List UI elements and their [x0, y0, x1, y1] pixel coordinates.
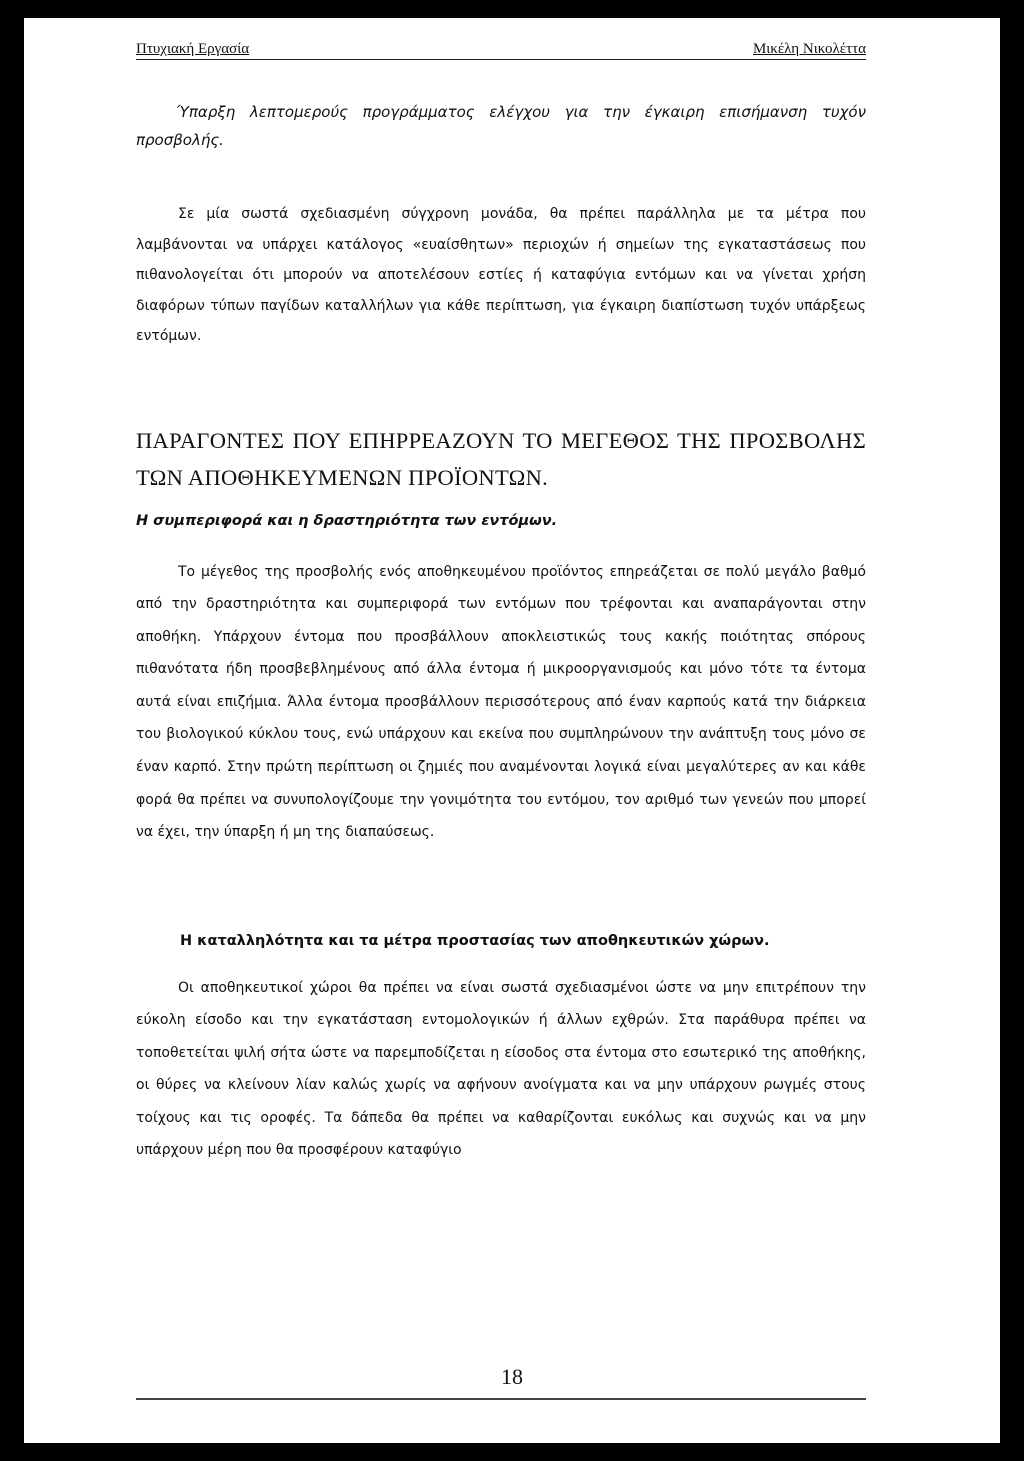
page-header [136, 41, 866, 60]
section-heading: ΠΑΡΑΓΟΝΤΕΣ ΠΟΥ ΕΠΗΡΡΕΑΖΟΥΝ ΤΟ ΜΕΓΕΘΟΣ ΤΗΣ ΠΡΟΣΒΟΛΗΣ ΤΩΝ ΑΠΟΘΗΚΕΥΜΕΝΩΝ ΠΡΟΪΟΝΤΩΝ. [136, 427, 866, 490]
header-author: Μικέλη Νικολέττα [752, 41, 866, 57]
paragraph-3: Οι αποθηκευτικοί χώροι θα πρέπει να είναι σωστά σχεδιασμένοι ώστε να μην επιτρέπουν την εύκολη είσοδο και την εγκατάσταση εντομολογικών ή άλλων εχθρών. Στα παράθυρα πρέπει να τοποθετείται ψιλή σήτα ώστε να παρεμποδίζεται η είσοδος στα έντομα στο εσωτερικό της αποθήκης, οι θύρες να κλείνουν λίαν καλώς χωρίς να αφήνουν ανοίγματα και να μην υπάρχουν ρωγμές στους τοίχους και τις οροφές. Τα δάπεδα θα πρέπει να καθαρίζονται ευκόλως και συχνώς και να μην υπάρχουν μέρη που θα προσφέρουν καταφύγιο [136, 979, 866, 1159]
paragraph-2: Το μέγεθος της προσβολής ενός αποθηκευμένου προϊόντος επηρεάζεται σε πολύ μεγάλο βαθμό από την δραστηριότητα και συμπεριφορά των εντόμων που τρέφονται και αναπαράγονται στην αποθήκη. Υπάρχουν έντομα που προσβάλλουν αποκλειστικώς τους κακής ποιότητας σπόρους πιθανότατα ήδη προσβεβλημένους από άλλα έντομα ή μικροοργανισμούς και μόνο τότε τα έντομα αυτά είναι επιζήμια. Άλλα έντομα προσβάλλουν περισσότερους από έναν καρπούς κατά την διάρκεια του βιολογικού κύκλου τους, ενώ υπάρχουν και εκείνα που συμπληρώνουν την ανάπτυξη τους μόνο σε έναν καρπό. Στην πρώτη περίπτωση οι ζημιές που αναμένονται λογικά είναι μεγαλύτερες αν και κάθε φορά θα πρέπει να συνυπολογίζουμε την γονιμότητα του εντόμου, τον αριθμό των γενεών που μπορεί να έχει, την ύπαρξη ή μη της διαπαύσεως. [136, 563, 866, 841]
paragraph-1: Σε μία σωστά σχεδιασμένη σύγχρονη μονάδα, θα πρέπει παράλληλα με τα μέτρα που λαμβάνονται να υπάρχει κατάλογος «ευαίσθητων» περιοχών ή σημείων της εγκαταστάσεως που πιθανολογείται ότι μπορούν να αποτελέσουν εστίες ή καταφύγια εντόμων και να γίνεται χρήση διαφόρων τύπων παγίδων καταλλήλων για κάθε περίπτωση, για έγκαιρη διαπίστωση τυχόν υπάρξεως εντόμων. [136, 206, 866, 344]
subheading-insect-behavior: Η συμπεριφορά και η δραστηριότητα των εντόμων. [136, 512, 558, 529]
footer-divider [136, 1398, 866, 1400]
header-left-title: Πτυχιακή Εργασία [136, 41, 250, 57]
document-page [24, 18, 1000, 1443]
page-number: 18 [501, 1364, 523, 1389]
document-body [136, 98, 866, 1167]
subheading-storage-suitability: Η καταλληλότητα και τα μέτρα προστασίας των αποθηκευτικών χώρων. [180, 932, 770, 949]
intro-subheading: Ύπαρξη λεπτομερούς προγράμματος ελέγχου για την έγκαιρη επισήμανση τυχόν προσβολής. [136, 103, 866, 149]
